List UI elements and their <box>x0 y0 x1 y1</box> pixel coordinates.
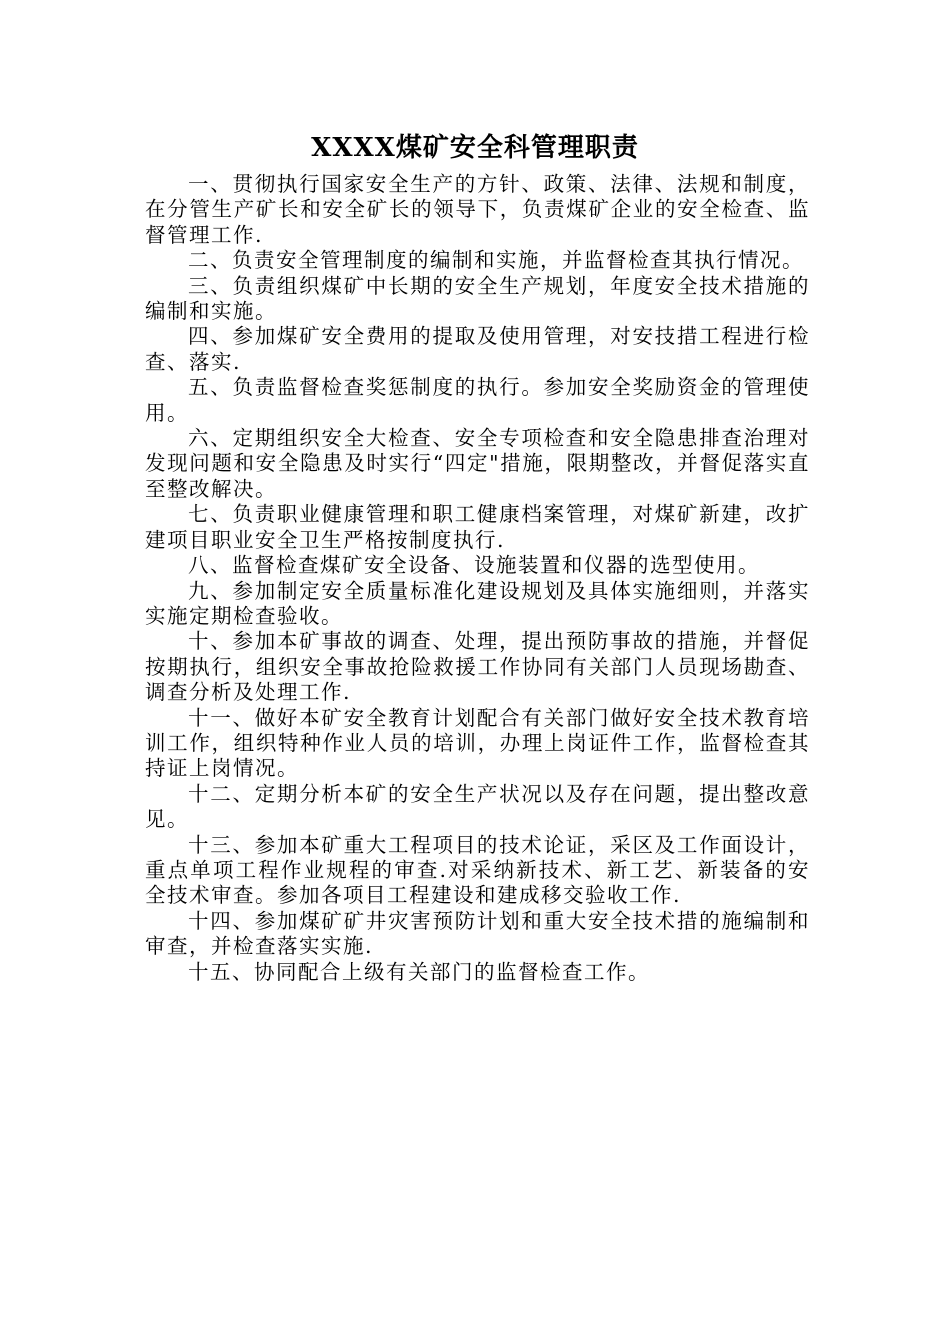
duty-paragraph-4: 四、参加煤矿安全费用的提取及使用管理，对安技措工程进行检查、落实. <box>145 324 810 374</box>
duty-paragraph-13: 十三、参加本矿重大工程项目的技术论证，采区及工作面设计，重点单项工程作业规程的审查.对采纳新技术、新工艺、新装备的安全技术审查。参加各项目工程建设和建成移交验收工作. <box>145 832 810 908</box>
document-body <box>145 172 810 985</box>
duty-paragraph-11: 十一、做好本矿安全教育计划配合有关部门做好安全技术教育培训工作，组织特种作业人员的培训，办理上岗证件工作，监督检查其持证上岗情况。 <box>145 705 810 781</box>
document-title: XXXX煤矿安全科管理职责 <box>311 133 639 163</box>
duty-paragraph-3: 三、负责组织煤矿中长期的安全生产规划，年度安全技术措施的编制和实施。 <box>145 273 810 324</box>
duty-paragraph-15: 十五、协同配合上级有关部门的监督检查工作。 <box>188 959 651 984</box>
duty-paragraph-8: 八、监督检查煤矿安全设备、设施装置和仪器的选型使用。 <box>188 553 761 578</box>
duty-paragraph-1: 一、贯彻执行国家安全生产的方针、政策、法律、法规和制度，在分管生产矿长和安全矿长的领导下，负责煤矿企业的安全检查、监督管理工作. <box>145 172 810 247</box>
duty-paragraph-2: 二、负责安全管理制度的编制和实施，并监督检查其执行情况。 <box>188 248 805 273</box>
duty-paragraph-7: 七、负责职业健康管理和职工健康档案管理，对煤矿新建，改扩建项目职业安全卫生严格按制度执行. <box>145 502 810 552</box>
duty-paragraph-5: 五、负责监督检查奖惩制度的执行。参加安全奖励资金的管理使用。 <box>145 375 810 425</box>
duty-paragraph-12: 十二、定期分析本矿的安全生产状况以及存在问题，提出整改意见。 <box>145 781 810 832</box>
duty-paragraph-10: 十、参加本矿事故的调查、处理，提出预防事故的措施，并督促按期执行，组织安全事故抢险救援工作协同有关部门人员现场勘查、调查分析及处理工作. <box>145 629 810 705</box>
duty-paragraph-6: 六、定期组织安全大检查、安全专项检查和安全隐患排查治理对发现问题和安全隐患及时实行“四定"措施，限期整改，并督促落实直至整改解决。 <box>145 426 810 501</box>
duty-paragraph-14: 十四、参加煤矿矿井灾害预防计划和重大安全技术措的施编制和审查，并检查落实实施. <box>145 908 810 959</box>
duty-paragraph-9: 九、参加制定安全质量标准化建设规划及具体实施细则，并落实实施定期检查验收。 <box>145 578 810 628</box>
